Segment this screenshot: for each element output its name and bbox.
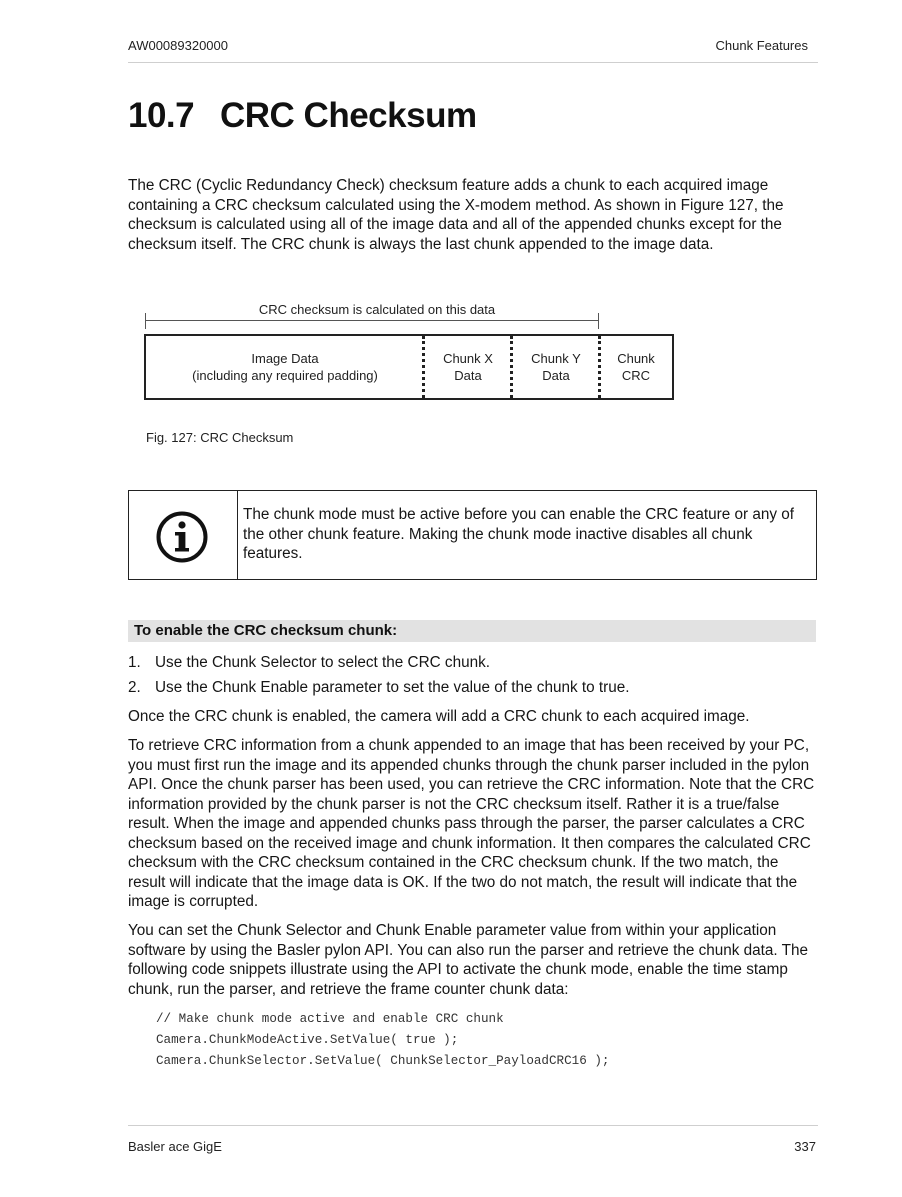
body-paragraph: You can set the Chunk Selector and Chunk Enable parameter value from within your application software by using the Basler pylon API. You can also run the parser and retrieve the chunk data. The following code snippets illustrate using the API to activate the chunk mode, enable the time stamp chunk, run the parser, and retrieve the frame counter chunk data: [128,922,809,998]
page-title [128,96,477,136]
note-box [128,490,817,580]
figure-caption: Fig. 127: CRC Checksum [146,430,294,445]
note-icon-cell [129,491,238,579]
procedure-heading: To enable the CRC checksum chunk: [128,620,816,642]
section-title: CRC Checksum [220,96,477,135]
body-paragraph: Once the CRC chunk is enabled, the camera will add a CRC chunk to each acquired image. [128,708,750,725]
info-icon [155,510,209,564]
footer-product: Basler ace GigE [128,1139,222,1154]
procedure-step: 2. Use the Chunk Enable parameter to set the value of the chunk to true. [128,679,630,696]
code-line: Camera.ChunkModeActive.SetValue( true ); [156,1033,459,1047]
figure-span-label: CRC checksum is calculated on this data [145,302,609,317]
figure-cell-chunk-y: Chunk Y Data [531,351,581,383]
body-paragraph: To retrieve CRC information from a chunk appended to an image that has been received by your PC, you must first run the image and its appended chunks through the chunk parser included in the pylon API. Once the chunk parser has been used, you can retrieve the CRC information. Note that the CRC information provided by the chunk parser is not the CRC checksum itself. Rather it is a true/false result. When the image and appended chunks pass through the parser, the parser calculates a CRC checksum based on the received image and chunk information. It then compares the calculated CRC checksum with the CRC checksum contained in the CRC checksum chunk. If the two match, the result will indicate that the image data is OK. If the two do not match, the result will indicate that the image is corrupted. [128,737,815,910]
footer-page-number: 337 [794,1139,816,1154]
code-line: // Make chunk mode active and enable CRC chunk [156,1012,504,1026]
figure-cell-image-data: Image Data (including any required padding) [192,351,378,383]
intro-paragraph: The CRC (Cyclic Redundancy Check) checksum feature adds a chunk to each acquired image containing a CRC checksum calculated using the X-modem method. As shown in Figure 127, the checksum is calculated using all of the image data and all of the appended chunks except for the checksum itself. The CRC chunk is always the last chunk appended to the image data. [128,177,784,253]
note-text: The chunk mode must be active before you can enable the CRC feature or any of the other chunk feature. Making the chunk mode inactive disables all chunk features. [243,506,795,562]
procedure-step: 1. Use the Chunk Selector to select the CRC chunk. [128,654,490,671]
footer-divider [128,1125,818,1126]
figure-cell-chunk-x: Chunk X Data [443,351,493,383]
figure-data-diagram [144,334,674,400]
header-doc-id: AW00089320000 [128,38,228,53]
header-chapter: Chunk Features [715,38,808,53]
section-number: 10.7 [128,96,195,135]
code-line: Camera.ChunkSelector.SetValue( ChunkSelector_PayloadCRC16 ); [156,1054,610,1068]
figure-cell-chunk-crc: Chunk CRC [617,351,655,383]
header-divider [128,62,818,63]
